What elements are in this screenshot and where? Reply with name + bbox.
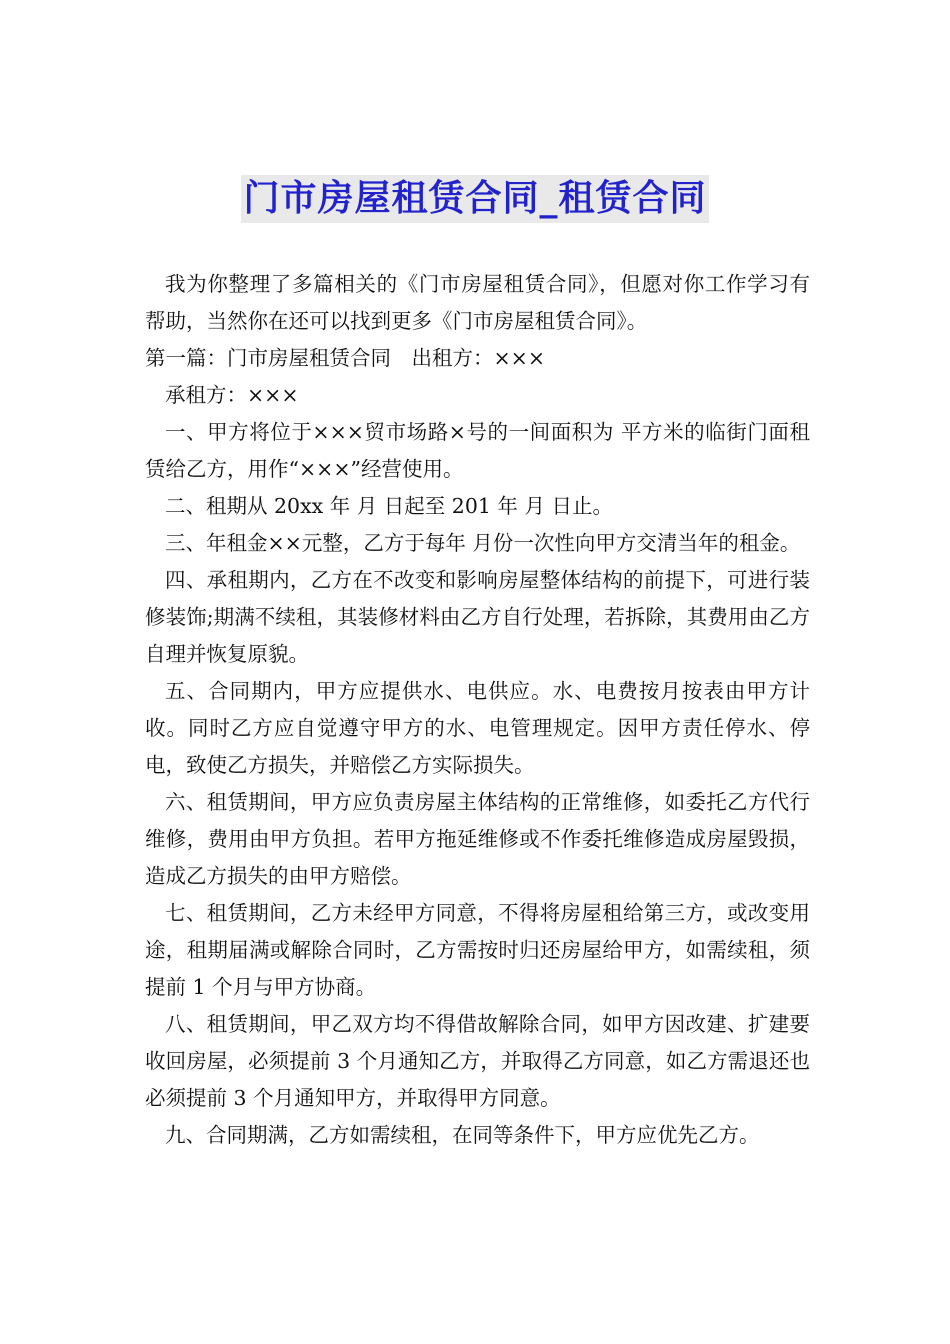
section-heading: 第一篇：门市房屋租赁合同 出租方：××× [145, 346, 546, 370]
clause-8: 八、租赁期间，甲乙双方均不得借故解除合同，如甲方因改建、扩建要收回房屋，必须提前 3 个月通知乙方，并取得乙方同意，如乙方需退还也必须提前 3 个月通知甲方，并取得甲方同意。 [145, 1012, 810, 1110]
intro-paragraph: 我为你整理了多篇相关的《门市房屋租赁合同》，但愿对你工作学习有帮助，当然你在还可以找到更多《门市房屋租赁合同》。 [145, 272, 810, 333]
clause-1: 一、甲方将位于×××贸市场路×号的一间面积为 平方米的临街门面租赁给乙方，用作“×××”经营使用。 [145, 420, 810, 481]
document-title-container [0, 175, 950, 223]
clause-5: 五、合同期内，甲方应提供水、电供应。水、电费按月按表由甲方计收。同时乙方应自觉遵守甲方的水、电管理规定。因甲方责任停水、停电，致使乙方损失，并赔偿乙方实际损失。 [145, 679, 810, 777]
clause-7: 七、租赁期间，乙方未经甲方同意，不得将房屋租给第三方，或改变用途，租期届满或解除合同时，乙方需按时归还房屋给甲方，如需续租，须提前 1 个月与甲方协商。 [145, 901, 810, 999]
clause-2: 二、租期从 20xx 年 月 日起至 201 年 月 日止。 [165, 494, 613, 518]
document-title: 门市房屋租赁合同_租赁合同 [241, 175, 708, 223]
clause-4: 四、承租期内，乙方在不改变和影响房屋整体结构的前提下，可进行装修装饰;期满不续租，其装修材料由乙方自行处理，若拆除，其费用由乙方自理并恢复原貌。 [145, 568, 810, 666]
clause-6: 六、租赁期间，甲方应负责房屋主体结构的正常维修，如委托乙方代行维修，费用由甲方负担。若甲方拖延维修或不作委托维修造成房屋毁损，造成乙方损失的由甲方赔偿。 [145, 790, 810, 888]
document-body [145, 266, 810, 1154]
clause-3: 三、年租金××元整，乙方于每年 月份一次性向甲方交清当年的租金。 [165, 531, 801, 555]
party-line: 承租方：××× [165, 383, 299, 407]
clause-9: 九、合同期满，乙方如需续租，在同等条件下，甲方应优先乙方。 [165, 1123, 760, 1147]
